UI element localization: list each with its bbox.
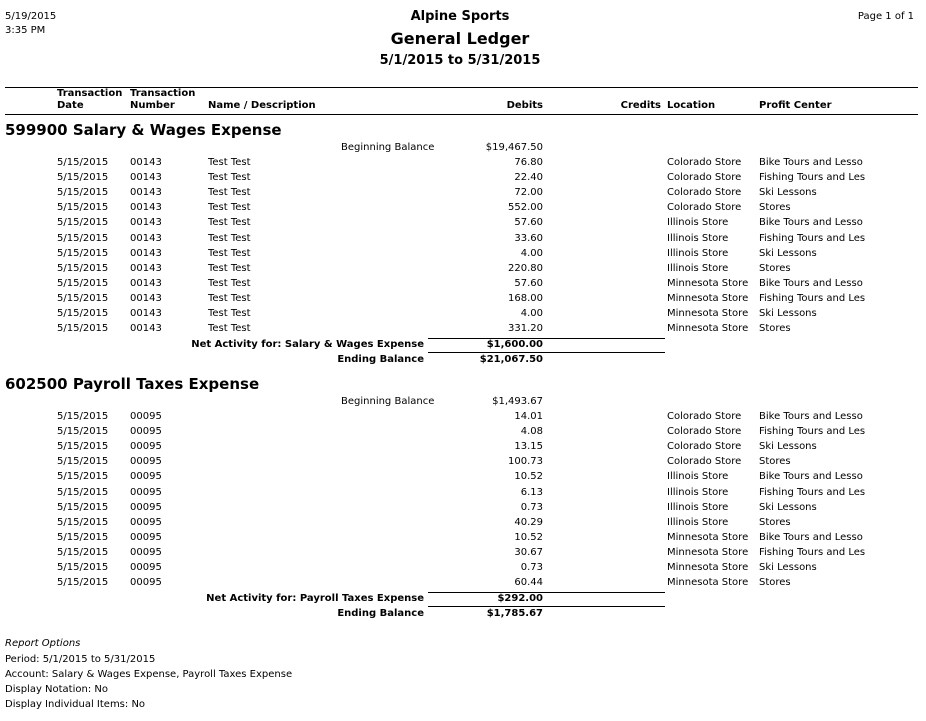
cell-location: Minnesota Store (667, 292, 749, 304)
net-activity-label: Net Activity for: Payroll Taxes Expense (206, 593, 424, 604)
cell-date: 5/15/2015 (57, 262, 109, 274)
table-row (0, 487, 926, 502)
cell-location: Minnesota Store (667, 531, 749, 543)
cell-number: 00095 (130, 411, 162, 422)
option-display-notation: Display Notation: No (5, 684, 108, 695)
cell-debit: 10.52 (514, 531, 543, 543)
cell-profit-center: Fishing Tours and Les (759, 546, 866, 558)
cell-date: 5/15/2015 (57, 411, 109, 422)
cell-date: 5/15/2015 (57, 277, 109, 289)
cell-profit-center: Ski Lessons (759, 308, 817, 319)
col-credits: Credits (620, 100, 661, 111)
net-rule (428, 592, 665, 593)
report-options-heading: Report Options (5, 638, 81, 649)
net-rule (428, 338, 665, 339)
cell-number: 00143 (130, 292, 162, 304)
cell-name: Test Test (208, 308, 251, 319)
cell-date: 5/15/2015 (57, 577, 109, 589)
table-row (0, 562, 926, 577)
cell-profit-center: Bike Tours and Lesso (759, 157, 863, 168)
cell-debit: 57.60 (514, 277, 543, 289)
beginning-balance-value: $19,467.50 (485, 142, 543, 153)
cell-number: 00143 (130, 277, 162, 289)
cell-debit: 60.44 (514, 577, 543, 589)
cell-location: Colorado Store (667, 157, 742, 168)
cell-number: 00143 (130, 202, 162, 214)
cell-location: Colorado Store (667, 172, 742, 184)
table-row (0, 187, 926, 202)
ending-balance-value: $21,067.50 (479, 354, 543, 365)
cell-location: Illinois Store (667, 262, 729, 274)
cell-name: Test Test (208, 172, 251, 184)
cell-date: 5/15/2015 (57, 157, 109, 168)
net-activity-label: Net Activity for: Salary & Wages Expense (191, 339, 424, 350)
cell-date: 5/15/2015 (57, 323, 109, 335)
cell-name: Test Test (208, 157, 251, 168)
col-location: Location (667, 100, 716, 111)
table-row (0, 411, 926, 426)
cell-number: 00095 (130, 501, 162, 513)
cell-debit: 72.00 (514, 187, 543, 199)
cell-profit-center: Stores (759, 516, 791, 528)
cell-number: 00143 (130, 217, 162, 229)
cell-date: 5/15/2015 (57, 501, 109, 513)
cell-date: 5/15/2015 (57, 247, 109, 259)
table-row (0, 532, 926, 547)
table-row (0, 202, 926, 217)
table-row (0, 426, 926, 441)
cell-debit: 76.80 (514, 157, 543, 168)
cell-location: Colorado Store (667, 441, 742, 453)
cell-name: Test Test (208, 323, 251, 335)
report-title: General Ledger (390, 29, 530, 48)
cell-profit-center: Stores (759, 202, 791, 214)
cell-profit-center: Ski Lessons (759, 501, 817, 513)
cell-profit-center: Fishing Tours and Les (759, 172, 866, 184)
cell-number: 00143 (130, 172, 162, 184)
cell-profit-center: Fishing Tours and Les (759, 426, 866, 438)
cell-location: Colorado Store (667, 411, 742, 422)
cell-location: Illinois Store (667, 501, 729, 513)
cell-profit-center: Fishing Tours and Les (759, 486, 866, 498)
cell-name: Test Test (208, 187, 251, 199)
cell-date: 5/15/2015 (57, 308, 109, 319)
col-name-description: Name / Description (208, 100, 316, 111)
cell-location: Illinois Store (667, 232, 729, 244)
cell-location: Minnesota Store (667, 577, 749, 589)
table-row (0, 278, 926, 293)
cell-debit: 6.13 (520, 486, 543, 498)
cell-profit-center: Stores (759, 456, 791, 468)
table-row (0, 456, 926, 471)
cell-debit: 10.52 (514, 471, 543, 483)
cell-location: Illinois Store (667, 217, 729, 229)
table-row (0, 577, 926, 592)
cell-number: 00095 (130, 471, 162, 483)
table-row (0, 263, 926, 278)
cell-number: 00095 (130, 426, 162, 438)
cell-debit: 168.00 (508, 292, 543, 304)
cell-date: 5/15/2015 (57, 441, 109, 453)
cell-number: 00143 (130, 308, 162, 319)
cell-profit-center: Stores (759, 323, 791, 335)
cell-date: 5/15/2015 (57, 172, 109, 184)
cell-debit: 552.00 (508, 202, 543, 214)
table-row (0, 217, 926, 232)
net-activity-value: $1,600.00 (486, 339, 543, 350)
cell-number: 00095 (130, 562, 162, 573)
cell-debit: 4.08 (520, 426, 543, 438)
cell-profit-center: Fishing Tours and Les (759, 232, 866, 244)
cell-number: 00095 (130, 456, 162, 468)
cell-date: 5/15/2015 (57, 546, 109, 558)
cell-debit: 0.73 (520, 501, 543, 513)
beginning-balance-value: $1,493.67 (492, 396, 543, 407)
cell-profit-center: Stores (759, 577, 791, 589)
cell-date: 5/15/2015 (57, 486, 109, 498)
cell-profit-center: Ski Lessons (759, 562, 817, 573)
cell-number: 00095 (130, 516, 162, 528)
cell-name: Test Test (208, 292, 251, 304)
cell-name: Test Test (208, 277, 251, 289)
table-row (0, 293, 926, 308)
cell-name: Test Test (208, 232, 251, 244)
net-activity-value: $292.00 (497, 593, 543, 604)
cell-debit: 4.00 (520, 247, 543, 259)
cell-debit: 4.00 (520, 308, 543, 319)
table-row (0, 308, 926, 323)
cell-debit: 100.73 (508, 456, 543, 468)
table-row (0, 517, 926, 532)
cell-profit-center: Bike Tours and Lesso (759, 471, 863, 483)
table-row (0, 248, 926, 263)
cell-number: 00143 (130, 262, 162, 274)
cell-location: Minnesota Store (667, 277, 749, 289)
cell-date: 5/15/2015 (57, 516, 109, 528)
ending-balance-value: $1,785.67 (486, 608, 543, 619)
cell-date: 5/15/2015 (57, 187, 109, 199)
table-row (0, 233, 926, 248)
ending-rule (428, 606, 665, 607)
cell-debit: 220.80 (508, 262, 543, 274)
cell-profit-center: Fishing Tours and Les (759, 292, 866, 304)
col-debits: Debits (506, 100, 543, 111)
header-bottom-rule (5, 114, 918, 115)
cell-location: Illinois Store (667, 471, 729, 483)
company-name: Alpine Sports (410, 9, 510, 24)
cell-location: Illinois Store (667, 247, 729, 259)
table-row (0, 502, 926, 517)
cell-date: 5/15/2015 (57, 562, 109, 573)
cell-date: 5/15/2015 (57, 217, 109, 229)
table-row (0, 441, 926, 456)
option-account: Account: Salary & Wages Expense, Payroll Taxes Expense (5, 669, 293, 680)
col-transaction-date: Transaction Date (57, 88, 123, 111)
option-display-individual-items: Display Individual Items: No (5, 699, 146, 710)
cell-profit-center: Bike Tours and Lesso (759, 411, 863, 422)
cell-date: 5/15/2015 (57, 456, 109, 468)
cell-name: Test Test (208, 202, 251, 214)
cell-location: Illinois Store (667, 516, 729, 528)
cell-date: 5/15/2015 (57, 232, 109, 244)
cell-location: Minnesota Store (667, 308, 749, 319)
cell-number: 00143 (130, 247, 162, 259)
cell-location: Minnesota Store (667, 323, 749, 335)
cell-debit: 22.40 (514, 172, 543, 184)
cell-number: 00095 (130, 441, 162, 453)
table-row (0, 323, 926, 338)
cell-number: 00143 (130, 232, 162, 244)
cell-name: Test Test (208, 217, 251, 229)
cell-profit-center: Bike Tours and Lesso (759, 531, 863, 543)
cell-number: 00095 (130, 577, 162, 589)
ending-rule (428, 352, 665, 353)
cell-debit: 14.01 (514, 411, 543, 422)
cell-number: 00095 (130, 531, 162, 543)
cell-location: Colorado Store (667, 187, 742, 199)
cell-name: Test Test (208, 247, 251, 259)
option-period: Period: 5/1/2015 to 5/31/2015 (5, 654, 156, 665)
cell-profit-center: Bike Tours and Lesso (759, 217, 863, 229)
account-title: 599900 Salary & Wages Expense (5, 121, 282, 139)
table-row (0, 471, 926, 486)
account-title: 602500 Payroll Taxes Expense (5, 375, 260, 393)
cell-date: 5/15/2015 (57, 292, 109, 304)
cell-location: Minnesota Store (667, 562, 749, 573)
cell-profit-center: Stores (759, 262, 791, 274)
cell-debit: 33.60 (514, 232, 543, 244)
report-date-range: 5/1/2015 to 5/31/2015 (379, 53, 541, 68)
cell-debit: 40.29 (514, 516, 543, 528)
cell-profit-center: Ski Lessons (759, 187, 817, 199)
cell-number: 00095 (130, 486, 162, 498)
cell-debit: 331.20 (508, 323, 543, 335)
report-date: 5/19/2015 (5, 11, 57, 22)
cell-debit: 30.67 (514, 546, 543, 558)
cell-profit-center: Ski Lessons (759, 247, 817, 259)
cell-date: 5/15/2015 (57, 426, 109, 438)
ending-balance-label: Ending Balance (337, 608, 424, 619)
col-profit-center: Profit Center (759, 100, 832, 111)
cell-number: 00143 (130, 187, 162, 199)
ending-balance-label: Ending Balance (337, 354, 424, 365)
cell-debit: 0.73 (520, 562, 543, 573)
col-transaction-number: Transaction Number (130, 88, 196, 111)
cell-date: 5/15/2015 (57, 202, 109, 214)
cell-location: Colorado Store (667, 202, 742, 214)
table-row (0, 157, 926, 172)
cell-date: 5/15/2015 (57, 471, 109, 483)
table-row (0, 172, 926, 187)
cell-debit: 57.60 (514, 217, 543, 229)
cell-date: 5/15/2015 (57, 531, 109, 543)
beginning-balance-label: Beginning Balance (341, 142, 435, 153)
cell-debit: 13.15 (514, 441, 543, 453)
beginning-balance-label: Beginning Balance (341, 396, 435, 407)
cell-location: Colorado Store (667, 426, 742, 438)
cell-location: Minnesota Store (667, 546, 749, 558)
cell-number: 00143 (130, 323, 162, 335)
page-number: Page 1 of 1 (857, 11, 914, 22)
cell-location: Colorado Store (667, 456, 742, 468)
cell-profit-center: Bike Tours and Lesso (759, 277, 863, 289)
cell-name: Test Test (208, 262, 251, 274)
cell-profit-center: Ski Lessons (759, 441, 817, 453)
cell-number: 00095 (130, 546, 162, 558)
table-row (0, 547, 926, 562)
cell-location: Illinois Store (667, 486, 729, 498)
cell-number: 00143 (130, 157, 162, 168)
report-time: 3:35 PM (5, 25, 46, 36)
